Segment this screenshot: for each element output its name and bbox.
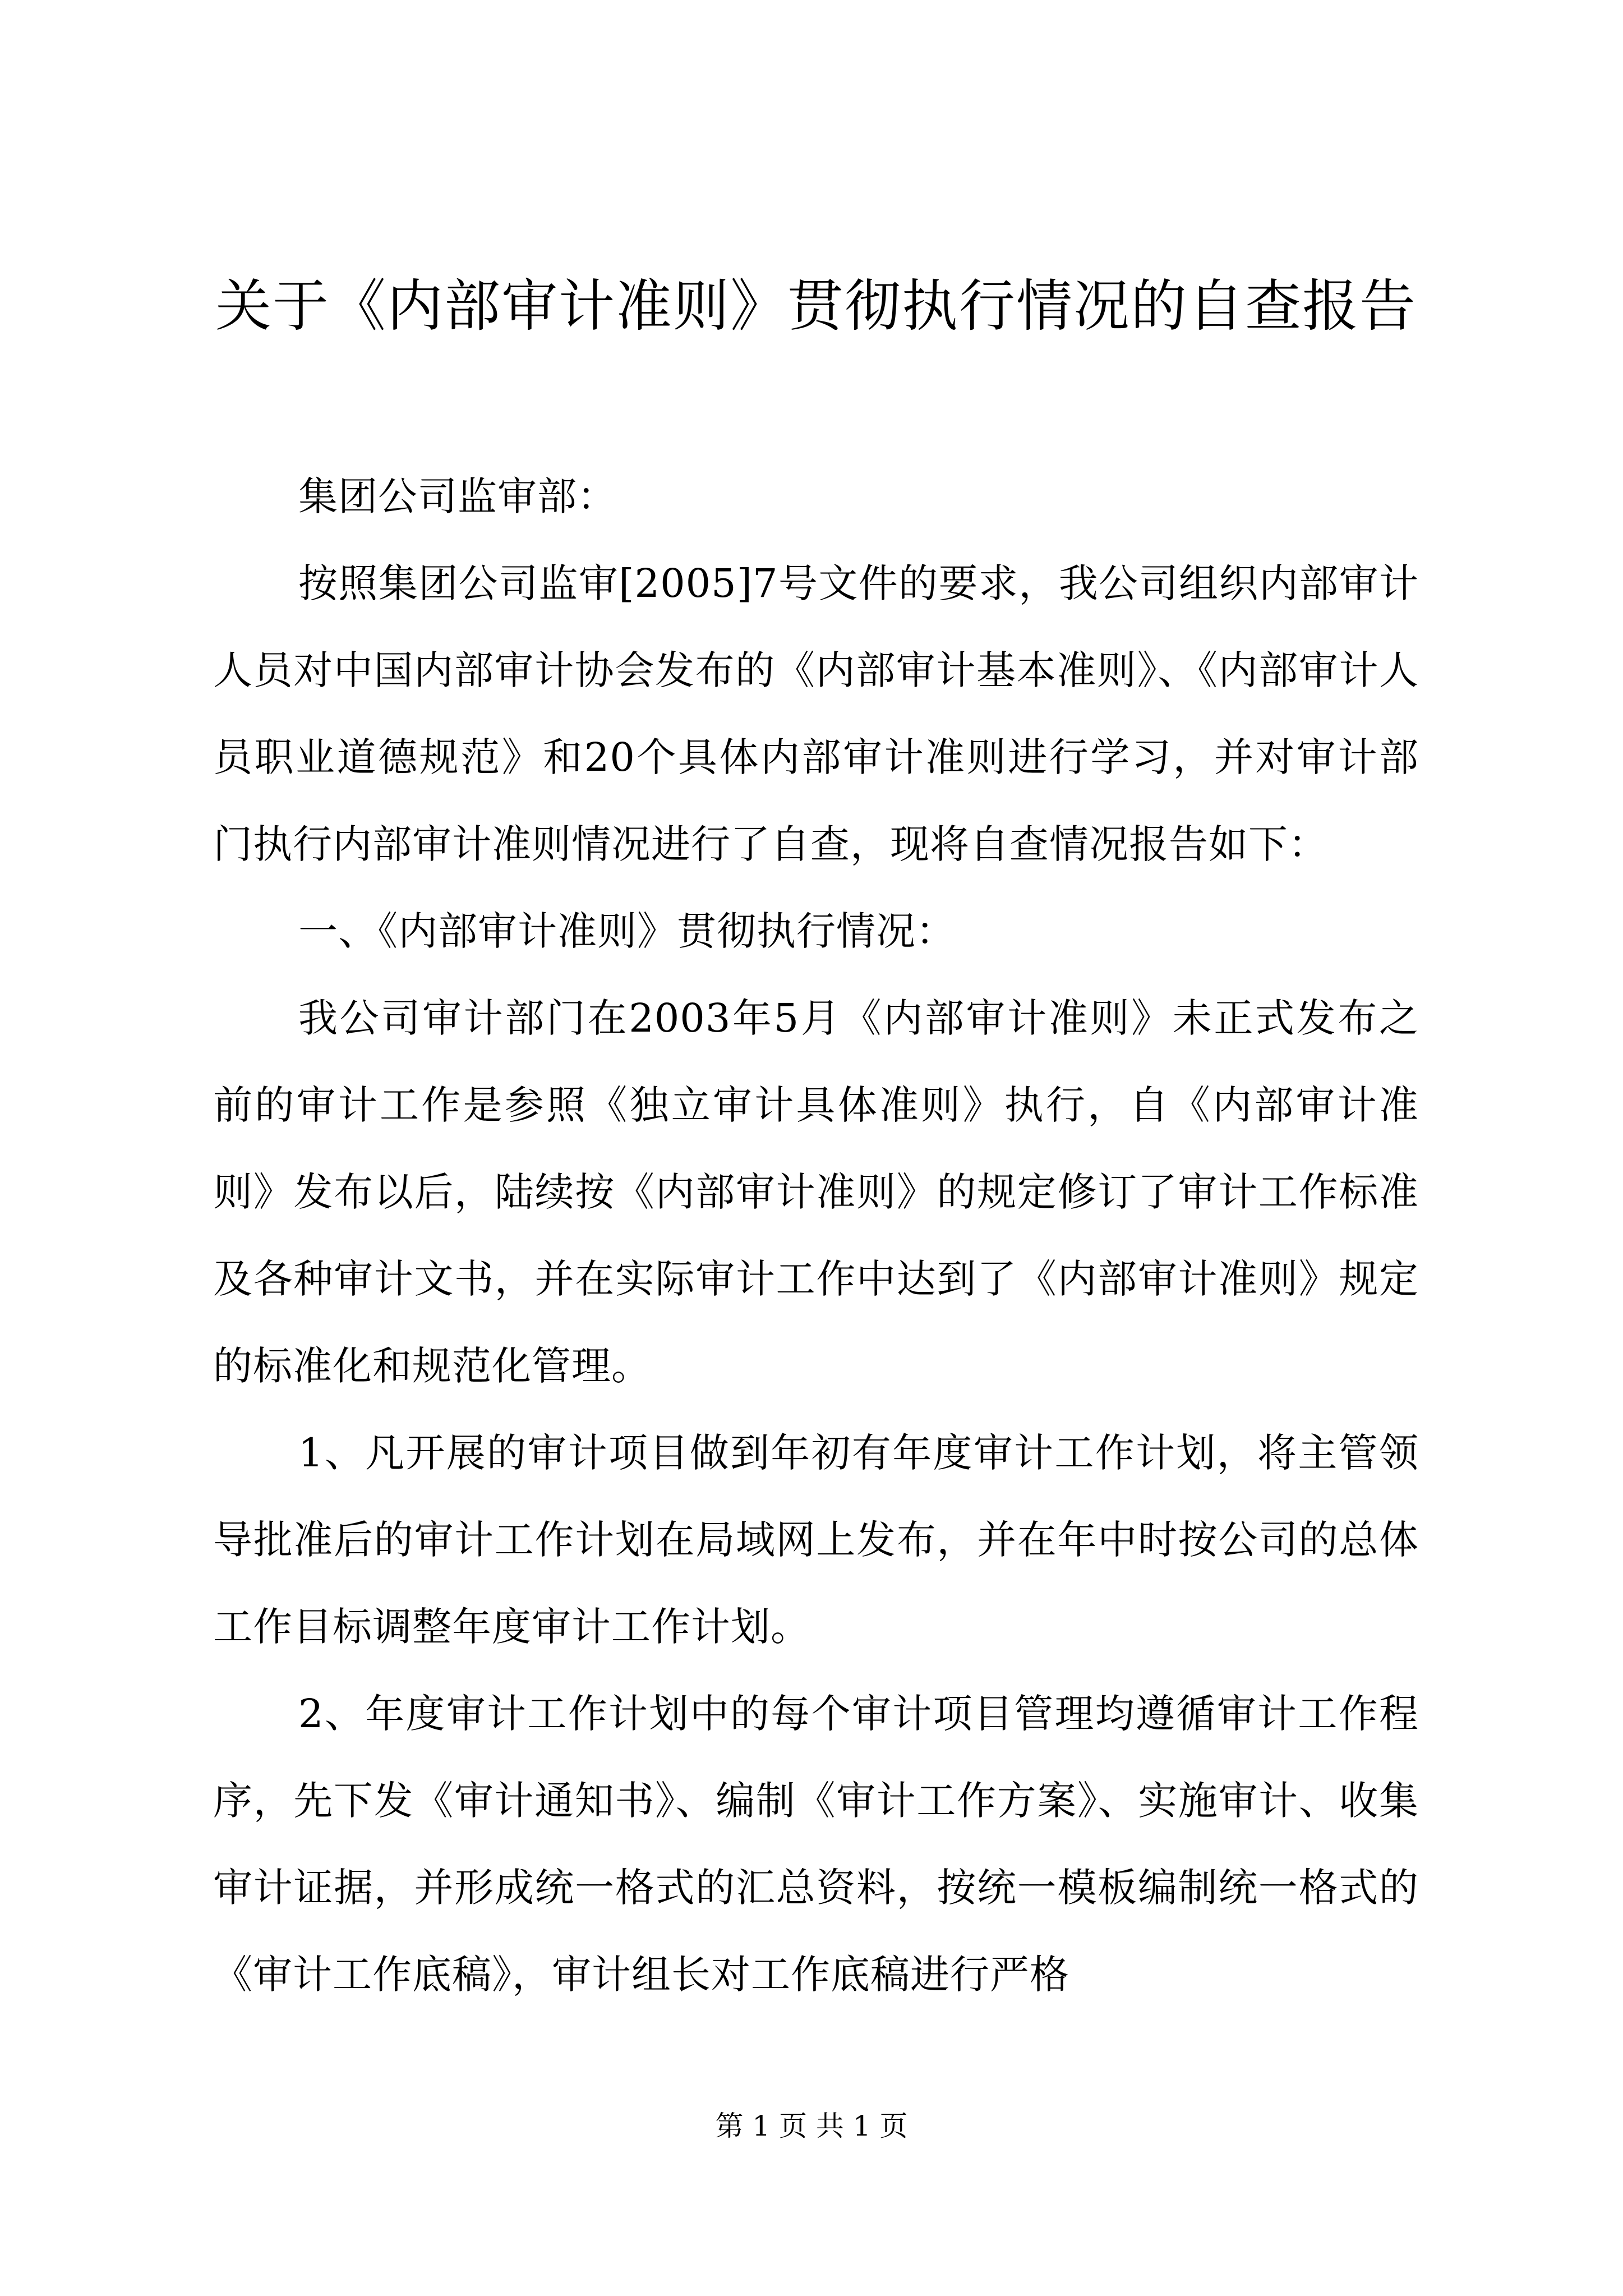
paragraph: 1、凡开展的审计项目做到年初有年度审计工作计划，将主管领导批准后的审计工作计划在局域网上发布，并在年中时按公司的总体工作目标调整年度审计工作计划。 [213,1430,1419,1650]
paragraph: 按照集团公司监审[2005]7号文件的要求，我公司组织内部审计人员对中国内部审计协会发布的《内部审计基本准则》、《内部审计人员职业道德规范》和20个具体内部审计准则进行学习，并对审计部门执行内部审计准则情况进行了自查，现将自查情况报告如下： [213,560,1419,867]
paragraph: 2、年度审计工作计划中的每个审计项目管理均遵循审计工作程序，先下发《审计通知书》、编制《审计工作方案》、实施审计、收集审计证据，并形成统一格式的汇总资料，按统一模板编制统一格式的《审计工作底稿》，审计组长对工作底稿进行严格 [213,1691,1419,1998]
paragraph: 我公司审计部门在2003年5月《内部审计准则》未正式发布之前的审计工作是参照《独立审计具体准则》执行，自《内部审计准则》发布以后，陆续按《内部审计准则》的规定修订了审计工作标准及各种审计文书，并在实际审计工作中达到了《内部审计准则》规定的标准化和规范化管理。 [213,995,1419,1389]
document-title: 关于《内部审计准则》贯彻执行情况的自查报告 [215,273,1417,339]
page-footer: 第 1 页 共 1 页 [715,2110,908,2142]
document-body [213,453,1419,2018]
section-heading: 一、《内部审计准则》贯彻执行情况： [298,908,956,954]
salutation: 集团公司监审部： [298,473,617,519]
